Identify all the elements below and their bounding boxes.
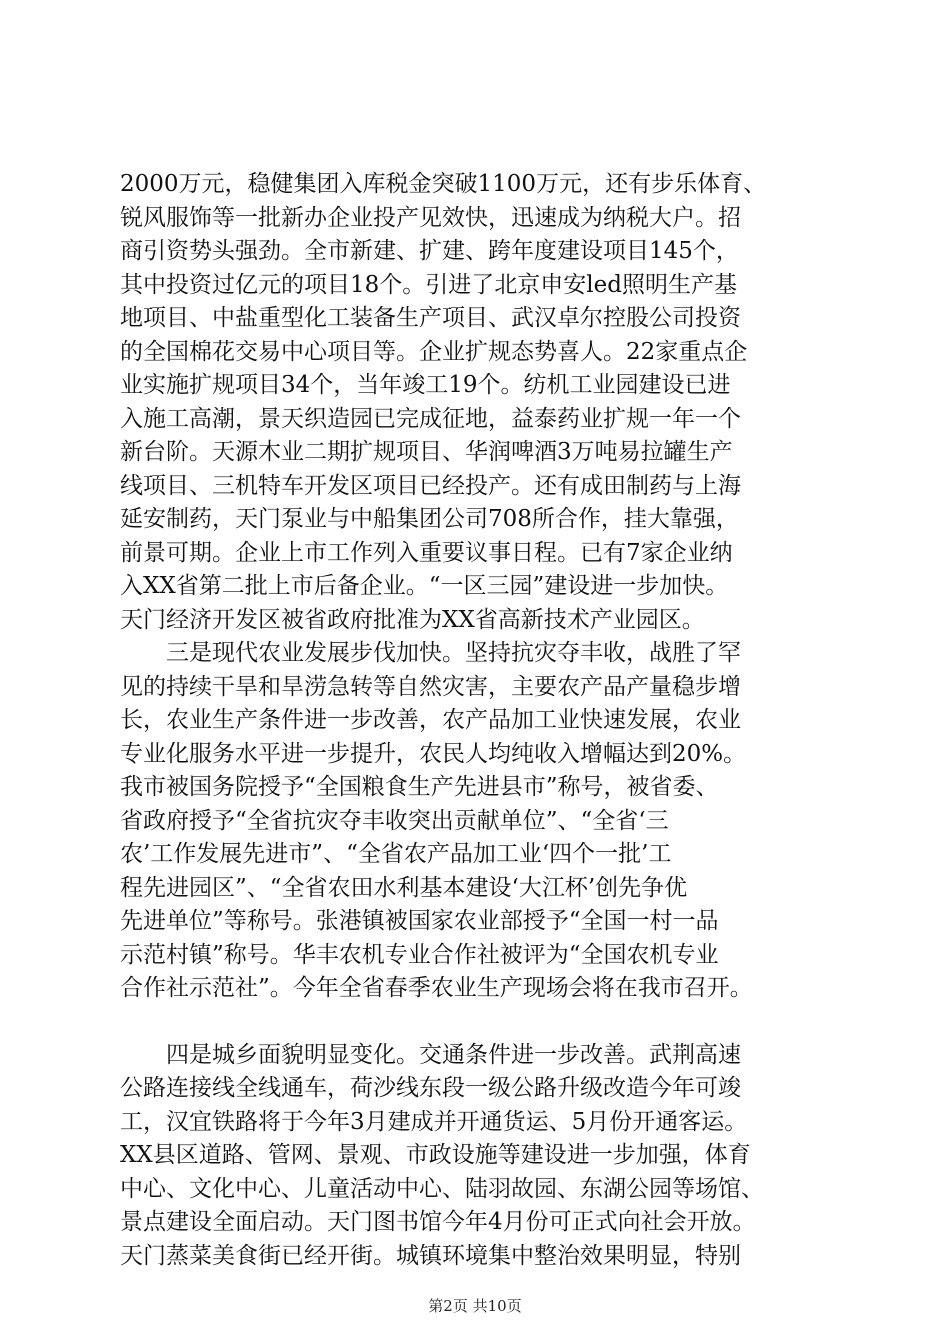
text-line: 省政府授予“全省抗灾夺丰收突出贡献单位”、“全省‘三 xyxy=(120,807,669,834)
text-line: 的全国棉花交易中心项目等。企业扩规态势喜人。22家重点企 xyxy=(120,338,748,365)
text-line: 前景可期。企业上市工作列入重要议事日程。已有7家企业纳 xyxy=(120,539,733,566)
page-number-footer: 第2页 共10页 xyxy=(428,1297,522,1315)
text-line: 2000万元，稳健集团入库税金突破1100万元，还有步乐体育、 xyxy=(120,171,767,197)
text-line: 景点建设全面启动。天门图书馆今年4月份可正式向社会开放。 xyxy=(120,1209,756,1235)
text-line: 农’工作发展先进市”、“全省农产品加工业‘四个一批’工 xyxy=(120,841,672,867)
paragraph-investment xyxy=(120,168,860,637)
text-line: 先进单位”等称号。张港镇被国家农业部授予“全国一村一品 xyxy=(120,908,719,934)
text-line: 其中投资过亿元的项目18个。引进了北京申安led照明生产基 xyxy=(120,271,737,298)
text-line: 商引资势头强劲。全市新建、扩建、跨年度建设项目145个， xyxy=(120,238,739,264)
text-line: 长，农业生产条件进一步改善，农产品加工业快速发展，农业 xyxy=(120,707,741,733)
text-line: 程先进园区”、“全省农田水利基本建设‘大江杯’创先争优 xyxy=(120,874,688,901)
text-line: 延安制药，天门泵业与中船集团公司708所合作，挂大靠强， xyxy=(120,506,739,532)
paragraph-urban-rural xyxy=(120,1039,860,1274)
text-line: 业实施扩规项目34个，当年竣工19个。纺机工业园建设已进 xyxy=(120,372,731,398)
text-line: 线项目、三机特车开发区项目已经投产。还有成田制药与上海 xyxy=(120,472,741,499)
paragraph-spacer xyxy=(120,1006,860,1039)
text-line: 合作社示范社”。今年全省春季农业生产现场会将在我市召开。 xyxy=(120,975,753,1001)
text-line: 我市被国务院授予“全国粮食生产先进县市”称号，被省委、 xyxy=(120,774,719,800)
text-line: 见的持续干旱和旱涝急转等自然灾害，主要农产品产量稳步增 xyxy=(120,673,741,700)
text-line: 中心、文化中心、儿童活动中心、陆羽故园、东湖公园等场馆、 xyxy=(120,1175,764,1202)
text-line: 工，汉宜铁路将于今年3月建成并开通货运、5月份开通客运。 xyxy=(120,1108,748,1135)
document-body xyxy=(120,168,860,1273)
text-line: 锐风服饰等一批新办企业投产见效快，迅速成为纳税大户。招 xyxy=(120,204,741,231)
text-line: 天门蒸菜美食街已经开街。城镇环境集中整治效果明显，特别 xyxy=(120,1242,741,1269)
text-line: 入XX省第二批上市后备企业。“一区三园”建设进一步加快。 xyxy=(120,573,729,599)
paragraph-agriculture xyxy=(120,637,860,1006)
text-line: 专业化服务水平进一步提升，农民人均纯收入增幅达到20%。 xyxy=(120,740,747,767)
text-line: 四是城乡面貌明显变化。交通条件进一步改善。武荆高速 xyxy=(120,1041,741,1068)
text-line: XX县区道路、管网、景观、市政设施等建设进一步加强，体育 xyxy=(120,1142,751,1168)
text-line: 新台阶。天源木业二期扩规项目、华润啤酒3万吨易拉罐生产 xyxy=(120,439,733,465)
text-line: 入施工高潮，景天织造园已完成征地，益泰药业扩规一年一个 xyxy=(120,405,741,432)
text-line: 天门经济开发区被省政府批准为XX省高新技术产业园区。 xyxy=(120,606,705,633)
text-line: 公路连接线全线通车，荷沙线东段一级公路升级改造今年可竣 xyxy=(120,1075,741,1101)
text-line: 地项目、中盐重型化工装备生产项目、武汉卓尔控股公司投资 xyxy=(120,305,741,331)
text-line: 示范村镇”称号。华丰农机专业合作社被评为“全国农机专业 xyxy=(120,941,719,968)
text-line: 三是现代农业发展步伐加快。坚持抗灾夺丰收，战胜了罕 xyxy=(120,640,741,666)
